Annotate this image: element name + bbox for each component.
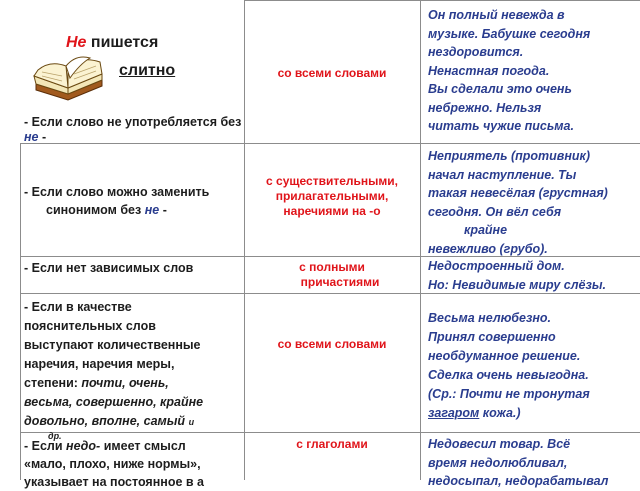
rule-4-condition [24,298,242,440]
example-line: кожа.) [479,406,521,420]
left-border [20,143,21,480]
rule-1-examples [428,6,638,136]
title-slitno: слитно [119,62,176,79]
rule-4-and: и [188,417,195,427]
rule-2-line-2: синонимом без [46,203,145,217]
rule-2-line-1: - Если слово можно заменить [24,185,210,199]
example-underlined: загаром [428,406,480,420]
rule-5-examples [428,435,638,491]
example-line: Ненастная погода. [428,63,550,78]
title-pishetsya: пишется [90,34,159,51]
rule-3-with-what [246,260,418,290]
rule-4-examples [428,309,638,423]
rule-1-with-what [246,66,418,81]
rule-5-text: - Если [24,439,67,453]
rule-2-with-what [246,174,418,219]
example-line: (Ср.: Почти не тронутая [428,387,590,401]
rule-5-with-what-text: с глаголами [296,437,368,451]
rule-2-with-what-line: наречиями на -о [283,204,381,218]
example-line: Недостроенный дом. [428,259,565,273]
example-line: нездоровится. [428,45,524,59]
rule-4-italic: почти, очень, [81,376,169,390]
rule-4-line: степени: [24,376,82,390]
rule-2-condition [24,183,242,219]
rule-5-italic: недо- [66,439,101,453]
example-line: Вы сделали это очень [428,82,572,96]
column-divider-2 [420,0,421,480]
rule-4-italic: весьма, совершенно, крайне [24,395,204,409]
table-top-border [244,0,640,1]
rule-4-line: выступают количественные [24,338,201,352]
rule-3-examples [428,257,638,294]
rule-4-line: пояснительных слов [24,319,156,333]
example-line: музыке. Бабушке сегодня [428,26,591,41]
rule-2-with-what-line: прилагательными, [275,189,389,203]
rule-4-line: наречия, наречия меры, [24,357,175,371]
example-line: Он полный невежда в [428,8,565,22]
example-line: время недолюбливал, [428,455,568,470]
rule-2-examples [428,147,638,258]
rule-4-with-what [246,337,418,352]
example-line: Принял совершенно [428,330,556,344]
example-line: Неприятель (противник) [428,149,591,163]
example-line: крайне [464,223,508,237]
rule-5-condition [24,437,242,491]
rule-3-with-what-line: причастиями [300,275,380,289]
rule-5-with-what [246,437,418,452]
example-line: невежливо (грубо). [428,241,548,256]
example-line: такая невесёлая (грустная) [428,186,608,200]
rule-1-condition [24,115,242,145]
example-line: читать чужие письма. [428,119,574,133]
rule-1-with-what-text: со всеми словами [277,66,387,80]
rule-5-line-3: указывает на постоянное в а [24,475,204,489]
example-line: сегодня. Он вёл себя [428,204,562,219]
rule-4-with-what-text: со всеми словами [277,337,387,351]
rule-2-dash: - [159,203,167,217]
rule-1-ne: не [24,130,39,144]
example-line: небрежно. Нельзя [428,100,542,115]
example-line: начал наступление. Ты [428,167,577,182]
rule-3-with-what-line: с полными [299,260,365,274]
rule-4-italic: довольно, вполне, самый [24,414,186,428]
example-line: Но: Невидимые миру слёзы. [428,277,606,292]
example-line: необдуманное решение. [428,349,581,363]
example-line: Недовесил товар. Всё [428,437,571,451]
example-line: недосыпал, недорабатывал [428,474,609,488]
rule-1-text: - Если слово не употребляется без [24,115,242,129]
rule-3-text: - Если нет зависимых слов [24,261,194,275]
rule-4-line: - Если в качестве [24,300,132,314]
example-line: Весьма нелюбезно. [428,311,551,325]
rule-1-dash: - [38,130,47,144]
book-icon [30,54,106,106]
rule-5-text: имеет смысл [100,439,186,453]
example-line: Сделка очень невыгодна. [428,368,589,382]
rule-2-with-what-line: с существительными, [266,174,398,188]
rule-4-dr: др. [48,431,62,441]
rule-3-condition [24,261,242,276]
rule-5-line-2: «мало, плохо, ниже нормы», [24,457,201,471]
rule-2-ne: не [144,203,160,217]
title-ne: Не [66,34,87,51]
